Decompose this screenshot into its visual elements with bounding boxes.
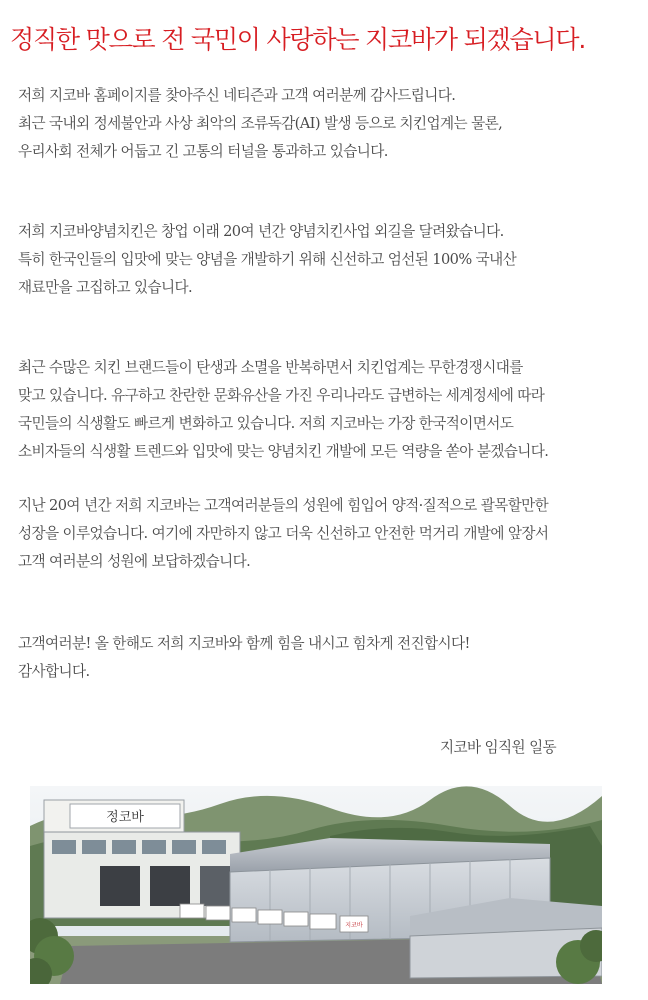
paragraph-line: 국민들의 식생활도 빠르게 변화하고 있습니다. 저희 지코바는 가장 한국적이면서도 xyxy=(18,415,514,432)
delivery-truck xyxy=(258,910,282,924)
signature: 지코바 임직원 일동 xyxy=(440,739,557,756)
page-headline: 정직한 맛으로 전 국민이 사랑하는 지코바가 되겠습니다. xyxy=(10,25,586,54)
paragraph-line: 소비자들의 식생활 트렌드와 입맛에 맞는 양념치킨 개발에 모든 역량을 쏟아 붇겠습니다. xyxy=(18,443,549,460)
paragraph-line: 맞고 있습니다. 유구하고 찬란한 문화유산을 가진 우리나라도 급변하는 세계정세에 따라 xyxy=(18,387,545,404)
paragraph-line: 성장을 이루었습니다. 여기에 자만하지 않고 더욱 신선하고 안전한 먹거리 개발에 앞장서 xyxy=(18,525,549,542)
market-paragraph xyxy=(18,354,638,466)
delivery-truck xyxy=(284,912,308,926)
paragraph-line: 최근 국내외 정세불안과 사상 최악의 조류독감(AI) 발생 등으로 치킨업계는 물론, xyxy=(18,115,503,132)
paragraph-line: 저희 지코바 홈페이지를 찾아주신 네티즌과 고객 여러분께 감사드립니다. xyxy=(18,87,456,104)
factory-photo xyxy=(30,786,602,984)
paragraph-line: 지난 20여 년간 저희 지코바는 고객여러분들의 성원에 힘입어 양적·질적으로 괄목할만한 xyxy=(18,497,549,514)
delivery-truck xyxy=(180,904,204,918)
history-paragraph xyxy=(18,218,638,302)
loading-door xyxy=(200,866,230,906)
paragraph-line: 특히 한국인들의 입맛에 맞는 양념을 개발하기 위해 신선하고 엄선된 100% 국내산 xyxy=(18,251,517,268)
delivery-truck xyxy=(232,908,256,922)
delivery-truck xyxy=(310,914,336,929)
loading-door xyxy=(150,866,190,906)
paragraph-line: 재료만을 고집하고 있습니다. xyxy=(18,279,193,296)
greeting-paragraph xyxy=(18,82,638,166)
paragraph-line: 최근 수많은 치킨 브랜드들이 탄생과 소멸을 반복하면서 치킨업계는 무한경쟁시대를 xyxy=(18,359,523,376)
paragraph-line: 우리사회 전체가 어둡고 긴 고통의 터널을 통과하고 있습니다. xyxy=(18,143,388,160)
paragraph-line: 감사합니다. xyxy=(18,663,90,680)
truck-logo-text: 지코바 xyxy=(345,922,363,929)
loading-door xyxy=(100,866,140,906)
paragraph-line: 저희 지코바양념치킨은 창업 이래 20여 년간 양념치킨사업 외길을 달려왔습니다. xyxy=(18,223,504,240)
building-sign-text: 정코바 xyxy=(106,810,144,825)
closing-paragraph xyxy=(18,630,638,686)
paragraph-line: 고객 여러분의 성원에 보답하겠습니다. xyxy=(18,553,251,570)
delivery-truck xyxy=(206,906,230,920)
paragraph-line: 고객여러분! 올 한해도 저희 지코바와 함께 힘을 내시고 힘차게 전진합시다! xyxy=(18,635,470,652)
growth-paragraph xyxy=(18,492,638,576)
